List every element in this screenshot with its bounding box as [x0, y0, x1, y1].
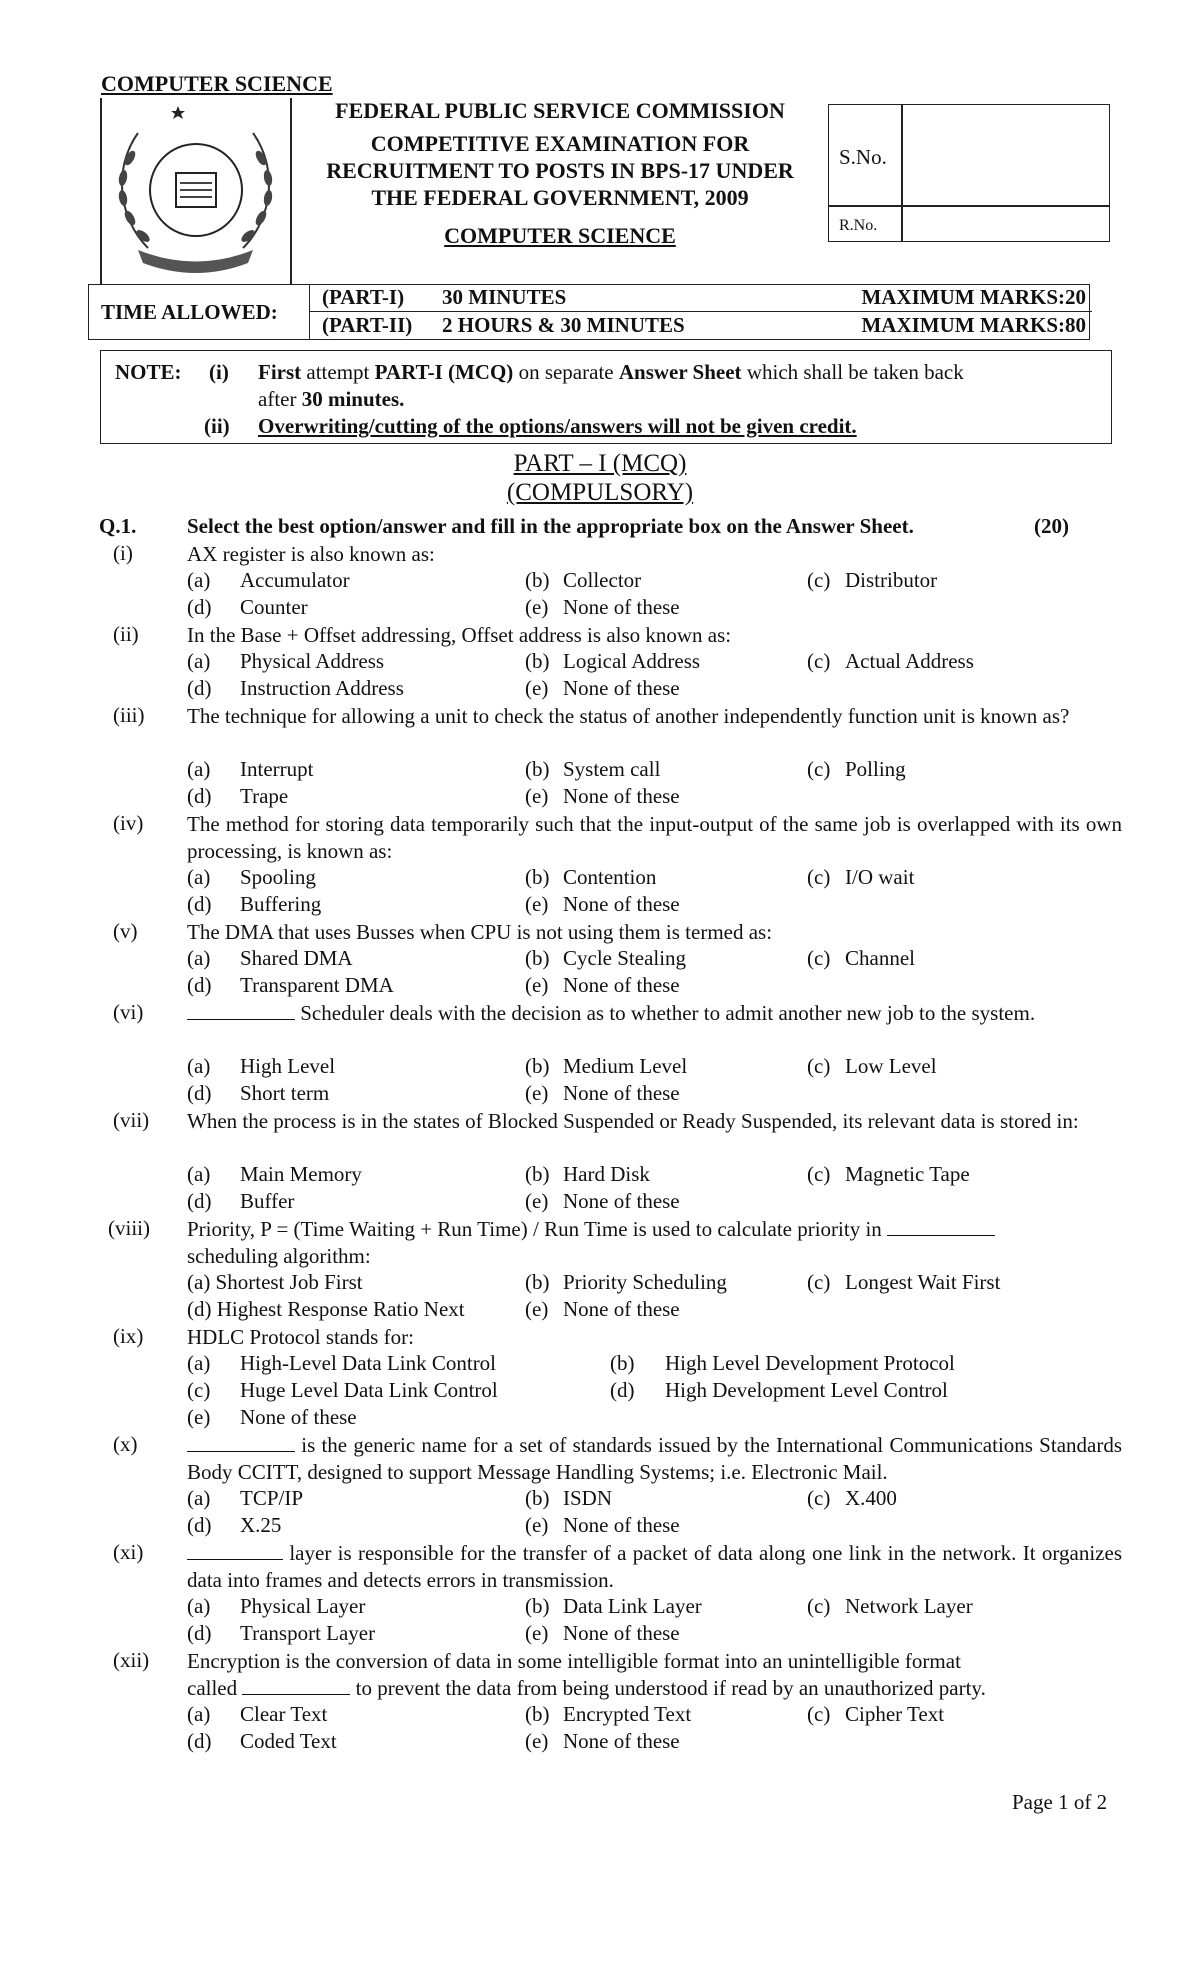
option-label: (d): [187, 676, 212, 700]
question-marks: (20): [1034, 514, 1069, 538]
option-label: (b): [525, 946, 550, 970]
option-text: Cipher Text: [845, 1702, 945, 1726]
option-label: (c): [807, 1702, 831, 1726]
option-label: (b): [525, 1162, 550, 1186]
question-number: Q.1.: [99, 514, 137, 538]
option-text: System call: [563, 757, 661, 781]
option-label: (a): [187, 568, 211, 592]
fpsc-emblem-icon: [108, 98, 283, 273]
option-text: I/O wait: [845, 865, 915, 889]
option-text: Polling: [845, 757, 906, 781]
item-number: (iii): [113, 703, 145, 727]
item-number: (iv): [113, 811, 144, 835]
option-label: (b): [525, 1594, 550, 1618]
option-text: High Development Level Control: [665, 1378, 948, 1402]
header-frame-divider: [290, 98, 292, 284]
item-stem: Priority, P = (Time Waiting + Run Time) / Run Time is used to calculate priority in: [187, 1216, 1122, 1243]
note-1-text: First attempt PART-I (MCQ) on separate Answer Sheet which shall be taken back: [258, 360, 964, 384]
option-label: (e): [525, 784, 549, 808]
option-label: (a): [187, 1594, 211, 1618]
part2-label: (PART-II): [322, 312, 413, 337]
option-label: (a): [187, 1351, 211, 1375]
option-text: Magnetic Tape: [845, 1162, 970, 1186]
option-label: (b): [525, 1702, 550, 1726]
option-label: (a): [187, 946, 211, 970]
option-label: (e): [525, 892, 549, 916]
note-2-num: (ii): [204, 414, 230, 438]
option-text: Priority Scheduling: [563, 1270, 727, 1294]
fill-blank: [887, 1217, 995, 1236]
option-text: Instruction Address: [240, 676, 404, 700]
option-text: X.25: [240, 1513, 282, 1537]
option-text: Coded Text: [240, 1729, 337, 1753]
item-number: (viii): [108, 1216, 150, 1240]
option-text: Data Link Layer: [563, 1594, 702, 1618]
rno-label: R.No.: [839, 217, 878, 234]
option-label: (e): [525, 595, 549, 619]
item-number: (x): [113, 1432, 138, 1456]
option-label: (d): [187, 784, 212, 808]
option-label: (c): [807, 1486, 831, 1510]
option-text: Distributor: [845, 568, 938, 592]
option-label: (c): [807, 649, 831, 673]
option-label: (a): [187, 1162, 211, 1186]
option-text: None of these: [563, 1513, 680, 1537]
option-label: (b): [610, 1351, 635, 1375]
option-text: Clear Text: [240, 1702, 328, 1726]
option-text: Hard Disk: [563, 1162, 650, 1186]
option-text: Trape: [240, 784, 289, 808]
option-text: Actual Address: [845, 649, 974, 673]
option-label: (b): [525, 1270, 550, 1294]
option-label: (a): [187, 1486, 211, 1510]
option-text: None of these: [563, 676, 680, 700]
item-stem: HDLC Protocol stands for:: [187, 1325, 414, 1349]
subject-heading-center: COMPUTER SCIENCE: [444, 223, 676, 248]
org-line-1: FEDERAL PUBLIC SERVICE COMMISSION: [335, 98, 785, 123]
option-text: Low Level: [845, 1054, 937, 1078]
option-text: Collector: [563, 568, 642, 592]
item-number: (v): [113, 919, 138, 943]
item-stem-cont: called to prevent the data from being understood if read by an unauthorized party.: [187, 1676, 986, 1700]
item-stem: When the process is in the states of Blocked Suspended or Ready Suspended, its relevant data is stored in:: [187, 1109, 1079, 1133]
option-label: (d): [187, 1621, 212, 1645]
page-number: Page 1 of 2: [1012, 1790, 1108, 1814]
note-1-cont: after 30 minutes.: [258, 387, 405, 411]
option-label: (e): [525, 1729, 549, 1753]
option-text: High-Level Data Link Control: [240, 1351, 497, 1375]
option-text: X.400: [845, 1486, 897, 1510]
part1-label: (PART-I): [322, 284, 405, 309]
time-allowed-label: TIME ALLOWED:: [101, 300, 278, 324]
part1-marks: MAXIMUM MARKS:20: [861, 284, 1086, 309]
option-text: (a) Shortest Job First: [187, 1270, 363, 1294]
org-line-3: RECRUITMENT TO POSTS IN BPS-17 UNDER: [326, 158, 794, 183]
option-label: (b): [525, 1486, 550, 1510]
option-label: (c): [187, 1378, 211, 1402]
option-label: (c): [807, 757, 831, 781]
option-text: None of these: [563, 784, 680, 808]
item-number: (vii): [113, 1108, 150, 1132]
item-stem: The technique for allowing a unit to check the status of another independently function unit is known as?: [187, 704, 1070, 728]
option-label: (a): [187, 1054, 211, 1078]
option-label: (c): [807, 1054, 831, 1078]
option-text: High Level: [240, 1054, 336, 1078]
option-text: Spooling: [240, 865, 316, 889]
option-text: None of these: [563, 1621, 680, 1645]
option-label: (c): [807, 1594, 831, 1618]
option-text: Transparent DMA: [240, 973, 394, 997]
item-stem: In the Base + Offset addressing, Offset address is also known as:: [187, 623, 732, 647]
option-text: Short term: [240, 1081, 330, 1105]
option-text: Encrypted Text: [563, 1702, 692, 1726]
time-allowed-box: [88, 284, 1090, 340]
option-text: Longest Wait First: [845, 1270, 1001, 1294]
note-1-num: (i): [209, 360, 229, 384]
item-number: (ix): [113, 1324, 144, 1348]
option-text: Physical Address: [240, 649, 385, 673]
option-text: Buffer: [240, 1189, 295, 1213]
option-label: (d): [187, 973, 212, 997]
option-label: (e): [525, 1189, 549, 1213]
part2-time: 2 HOURS & 30 MINUTES: [442, 312, 685, 337]
option-text: Buffering: [240, 892, 322, 916]
item-number: (i): [113, 541, 133, 565]
serial-number-box: [828, 104, 1110, 242]
option-label: (e): [525, 973, 549, 997]
option-label: (d): [187, 892, 212, 916]
option-label: (a): [187, 865, 211, 889]
option-label: (d): [187, 1729, 212, 1753]
option-label: (d): [187, 1189, 212, 1213]
option-text: Transport Layer: [240, 1621, 376, 1645]
option-text: None of these: [563, 1729, 680, 1753]
option-label: (b): [525, 1054, 550, 1078]
option-label: (d): [187, 1081, 212, 1105]
option-text: None of these: [563, 973, 680, 997]
note-box: [100, 350, 1112, 444]
option-text: ISDN: [563, 1486, 613, 1510]
option-text: Accumulator: [240, 568, 350, 592]
option-text: Cycle Stealing: [563, 946, 687, 970]
option-label: (a): [187, 1702, 211, 1726]
option-text: None of these: [563, 1081, 680, 1105]
option-text: Channel: [845, 946, 915, 970]
note-2-text: Overwriting/cutting of the options/answers will not be given credit.: [258, 414, 857, 438]
option-label: (d): [187, 595, 212, 619]
fill-blank: [187, 1001, 295, 1020]
item-stem-cont: scheduling algorithm:: [187, 1244, 371, 1268]
option-text: Counter: [240, 595, 308, 619]
option-text: Contention: [563, 865, 657, 889]
item-stem: is the generic name for a set of standards issued by the International Communications Standards Body CCITT, designed to support Message Handling Systems; i.e. Electronic Mail.: [187, 1433, 1122, 1484]
item-stem: The DMA that uses Busses when CPU is not using them is termed as:: [187, 920, 773, 944]
item-number: (xi): [113, 1540, 144, 1564]
item-stem: AX register is also known as:: [187, 542, 435, 566]
question-instruction: Select the best option/answer and fill in the appropriate box on the Answer Sheet.: [187, 514, 914, 538]
option-label: (b): [525, 757, 550, 781]
item-number: (vi): [113, 1000, 144, 1024]
item-stem: Scheduler deals with the decision as to whether to admit another new job to the system.: [187, 1000, 1122, 1027]
option-text: Network Layer: [845, 1594, 973, 1618]
option-label: (e): [525, 1297, 549, 1321]
sno-label: S.No.: [839, 145, 887, 169]
option-text: Shared DMA: [240, 946, 353, 970]
subject-heading-top: COMPUTER SCIENCE: [101, 71, 333, 96]
option-text: None of these: [563, 595, 680, 619]
option-label: (c): [807, 1162, 831, 1186]
option-text: None of these: [563, 1297, 680, 1321]
item-stem: Encryption is the conversion of data in some intelligible format into an unintelligible format: [187, 1649, 961, 1673]
option-text: TCP/IP: [240, 1486, 304, 1510]
option-label: (d): [610, 1378, 635, 1402]
part-title: PART – I (MCQ): [513, 450, 687, 477]
part-subtitle: (COMPULSORY): [506, 479, 694, 506]
option-text: None of these: [563, 892, 680, 916]
note-label: NOTE:: [115, 360, 182, 384]
option-label: (b): [525, 865, 550, 889]
option-text: Medium Level: [563, 1054, 688, 1078]
option-label: (d): [187, 1513, 212, 1537]
fill-blank: [242, 1676, 350, 1695]
option-label: (a): [187, 649, 211, 673]
option-label: (e): [525, 676, 549, 700]
option-label: (a): [187, 757, 211, 781]
part1-time: 30 MINUTES: [442, 284, 567, 309]
option-label: (e): [525, 1081, 549, 1105]
fill-blank: [187, 1433, 295, 1452]
option-label: (e): [525, 1621, 549, 1645]
fill-blank: [187, 1541, 283, 1560]
option-label: (e): [187, 1405, 211, 1429]
option-label: (c): [807, 568, 831, 592]
option-text: Interrupt: [240, 757, 314, 781]
option-text: (d) Highest Response Ratio Next: [187, 1297, 465, 1321]
option-label: (c): [807, 865, 831, 889]
option-text: Huge Level Data Link Control: [240, 1378, 498, 1402]
option-label: (c): [807, 946, 831, 970]
option-label: (b): [525, 568, 550, 592]
option-label: (e): [525, 1513, 549, 1537]
option-text: Logical Address: [563, 649, 701, 673]
option-label: (b): [525, 649, 550, 673]
option-text: None of these: [563, 1189, 680, 1213]
option-label: (c): [807, 1270, 831, 1294]
item-stem: layer is responsible for the transfer of a packet of data along one link in the network. It organizes data into frames and detects errors in transmission.: [187, 1541, 1122, 1592]
item-stem: The method for storing data temporarily such that the input-output of the same job is overlapped with its own processing, is known as:: [187, 812, 1122, 863]
option-text: Physical Layer: [240, 1594, 366, 1618]
option-text: None of these: [240, 1405, 357, 1429]
option-text: High Level Development Protocol: [665, 1351, 955, 1375]
header-frame-left: [100, 98, 102, 284]
org-line-2: COMPETITIVE EXAMINATION FOR: [370, 131, 750, 156]
item-number: (ii): [113, 622, 139, 646]
option-text: Main Memory: [240, 1162, 362, 1186]
part2-marks: MAXIMUM MARKS:80: [861, 312, 1086, 337]
item-number: (xii): [113, 1648, 150, 1672]
org-line-4: THE FEDERAL GOVERNMENT, 2009: [371, 185, 749, 210]
